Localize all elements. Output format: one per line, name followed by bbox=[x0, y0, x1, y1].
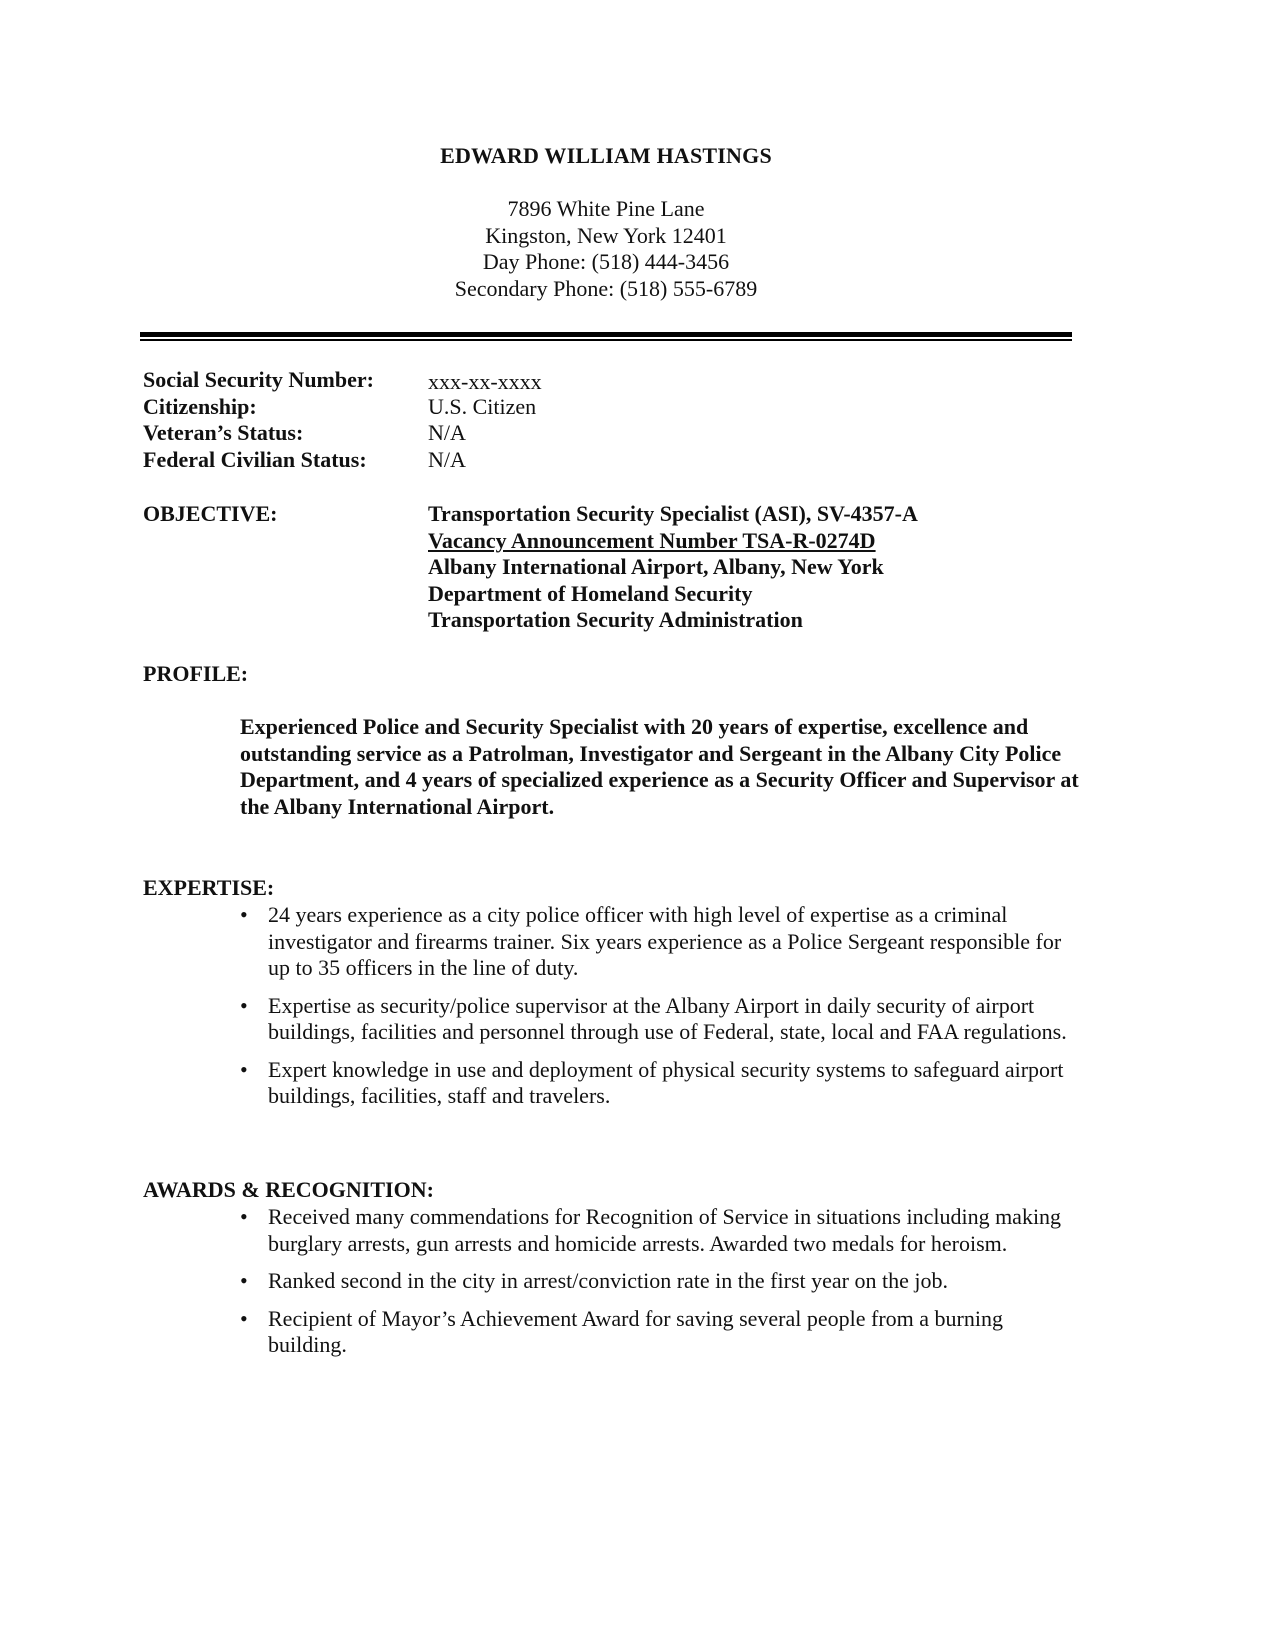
expertise-item-text: 24 years experience as a city police officer with high level of expertise as a criminal investigator and firearms trainer. Six years experience as a Police Sergeant responsible for up to 35 officers in the line of duty. bbox=[268, 902, 1062, 980]
objective-position: Transportation Security Specialist (ASI), SV-4357-A bbox=[428, 501, 918, 526]
expertise-list bbox=[240, 902, 1080, 1121]
list-item bbox=[240, 902, 1080, 982]
expertise-item-text: Expert knowledge in use and deployment of physical security systems to safeguard airport buildings, facilities, staff and travelers. bbox=[268, 1056, 1064, 1108]
header-divider-thin bbox=[140, 339, 1072, 341]
profile-heading: PROFILE: bbox=[143, 661, 249, 686]
bullet-icon: • bbox=[240, 1268, 248, 1293]
expertise-heading: EXPERTISE: bbox=[143, 875, 275, 900]
bullet-icon: • bbox=[240, 1204, 248, 1229]
ssn-label: Social Security Number: bbox=[143, 367, 374, 392]
objective-agency: Transportation Security Administration bbox=[428, 607, 803, 632]
list-item bbox=[240, 993, 1080, 1046]
day-phone: Day Phone: (518) 444-3456 bbox=[482, 249, 730, 274]
citizenship-value: U.S. Citizen bbox=[428, 394, 537, 419]
list-item bbox=[240, 1306, 1080, 1359]
awards-list bbox=[240, 1204, 1080, 1370]
federal-civilian-status-label: Federal Civilian Status: bbox=[143, 447, 367, 472]
bullet-icon: • bbox=[240, 902, 248, 927]
applicant-name: EDWARD WILLIAM HASTINGS bbox=[440, 143, 772, 168]
objective-department: Department of Homeland Security bbox=[428, 581, 753, 606]
street-address: 7896 White Pine Lane bbox=[507, 196, 705, 221]
objective-heading: OBJECTIVE: bbox=[143, 501, 278, 526]
objective-location: Albany International Airport, Albany, New York bbox=[428, 554, 884, 579]
award-item-text: Ranked second in the city in arrest/conviction rate in the first year on the job. bbox=[268, 1268, 948, 1293]
federal-civilian-status-value: N/A bbox=[428, 447, 466, 472]
veteran-status-label: Veteran’s Status: bbox=[143, 420, 304, 445]
award-item-text: Recipient of Mayor’s Achievement Award for saving several people from a burning building. bbox=[268, 1305, 1003, 1357]
list-item bbox=[240, 1268, 1080, 1295]
bullet-icon: • bbox=[240, 1056, 248, 1082]
list-item bbox=[240, 1204, 1080, 1257]
citizenship-label: Citizenship: bbox=[143, 394, 257, 419]
objective-vacancy-number: Vacancy Announcement Number TSA-R-0274D bbox=[428, 528, 876, 553]
city-state-zip: Kingston, New York 12401 bbox=[485, 222, 727, 248]
expertise-item-text: Expertise as security/police supervisor at the Albany Airport in daily security of airport buildings, facilities and personnel through use of Federal, state, local and FAA regulations. bbox=[268, 992, 1067, 1044]
list-item bbox=[240, 1057, 1080, 1110]
ssn-value: xxx-xx-xxxx bbox=[428, 369, 542, 394]
bullet-icon: • bbox=[240, 992, 248, 1018]
header-divider-thick bbox=[140, 332, 1072, 337]
award-item-text: Received many commendations for Recognition of Service in situations including making burglary arrests, gun arrests and homicide arrests. Awarded two medals for heroism. bbox=[268, 1204, 1062, 1256]
profile-summary: Experienced Police and Security Specialist with 20 years of expertise, excellence and outstanding service as a Patrolman, Investigator and Sergeant in the Albany City Police Department, and 4 years of specialized experience as a Security Officer and Supervisor at the Albany International Airport. bbox=[240, 714, 1079, 819]
secondary-phone: Secondary Phone: (518) 555-6789 bbox=[454, 275, 758, 301]
contact-block bbox=[0, 196, 1212, 302]
veteran-status-value: N/A bbox=[428, 420, 466, 445]
bullet-icon: • bbox=[240, 1305, 248, 1331]
awards-heading: AWARDS & RECOGNITION: bbox=[143, 1177, 434, 1202]
